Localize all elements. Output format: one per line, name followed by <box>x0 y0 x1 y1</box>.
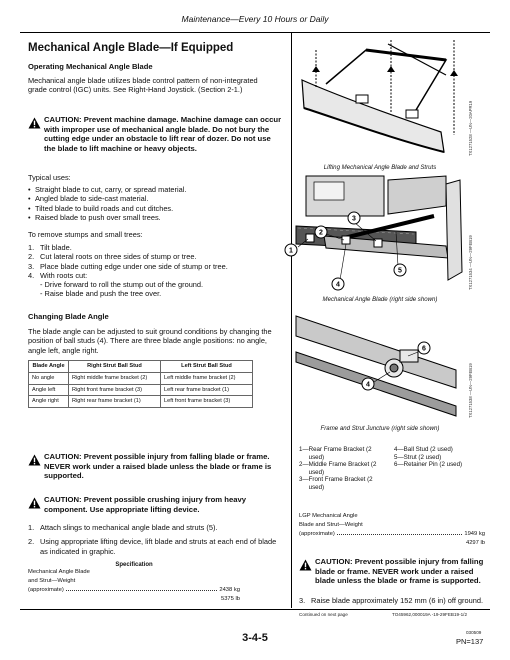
page-number: 3-4-5 <box>242 632 268 644</box>
caution-falling-blade-right <box>299 557 485 586</box>
list-item: • Raised blade to push over small trees. <box>28 213 278 222</box>
stumps-label: To remove stumps and small trees: <box>28 230 143 239</box>
changing-title: Changing Blade Angle <box>28 312 109 321</box>
caution-falling-blade <box>28 452 283 481</box>
table-cell: No angle <box>29 372 69 384</box>
spec-line: Blade and Strut—Weight <box>299 522 363 528</box>
caution-text: CAUTION: Prevent possible injury from falling blade or frame. NEVER work under a raised blade unless the blade or frame is supported. <box>315 557 484 586</box>
spec-line: and Strut—Weight <box>28 578 76 584</box>
stump-steps <box>28 243 278 299</box>
table-row <box>29 372 253 384</box>
figure-lifting-blade <box>296 40 464 162</box>
table-cell: Right front frame bracket (3) <box>69 384 161 396</box>
running-head: Maintenance—Every 10 Hours or Daily <box>181 14 329 24</box>
spec-value-lb: 4297 lb <box>465 540 485 546</box>
legend-item: 6— Retainer Pin (2 used) <box>394 461 463 469</box>
callout-label: 2 <box>319 229 323 237</box>
operating-title: Operating Mechanical Angle Blade <box>28 62 153 71</box>
legend-item: 5— Strut (2 used) <box>394 453 442 461</box>
typical-uses-list <box>28 185 278 222</box>
pn-number: PN=137 <box>456 637 484 646</box>
list-item: 2. Using appropriate lifting device, lift blade and struts at each end of blade as indicated in graphic. <box>28 537 277 556</box>
list-item: • Angled blade to side-cast material. <box>28 194 278 203</box>
warning-icon <box>28 454 41 466</box>
spec-title: Specification <box>115 562 153 568</box>
figure-caption: Frame and Strut Juncture (right side shown) <box>320 425 440 432</box>
legend-left <box>299 446 387 492</box>
callout-label: 4 <box>366 381 370 389</box>
table-header: Left Strut Ball Stud <box>161 361 253 373</box>
sub-step: - Raise blade and push the tree over. <box>40 289 162 299</box>
step-3: 3. Raise blade approximately 152 mm (6 in) off ground. <box>299 596 483 605</box>
figure-code: TX1271528 —UN—20APR19 <box>468 100 473 156</box>
table-row <box>29 396 253 408</box>
spec-block <box>28 562 240 604</box>
callout-label: 1 <box>289 247 293 255</box>
spec-value-lb: 5375 lb <box>220 596 240 602</box>
warning-icon <box>28 497 41 509</box>
table-cell: Angle right <box>29 396 69 408</box>
typical-uses-label: Typical uses: <box>28 173 71 182</box>
lift-steps <box>28 523 283 556</box>
legend-item: 1— Rear Frame Bracket (2 used) <box>299 446 372 461</box>
header-rule <box>20 32 490 33</box>
legend-item: 2— Middle Frame Bracket (2 used) <box>299 461 377 476</box>
doc-reference: TO45962,000019A -19-29FEB19-1/2 <box>392 612 468 617</box>
table-header: Right Strut Ball Stud <box>69 361 161 373</box>
callout-label: 5 <box>398 267 402 275</box>
callout-label: 6 <box>422 345 426 353</box>
ball-stud-table-wrap <box>28 360 253 408</box>
spec-value-row: (approximate) 1949 kg <box>299 531 485 537</box>
table-cell: Angle left <box>29 384 69 396</box>
table-header: Blade Angle <box>29 361 69 373</box>
spec-value-row: (approximate) 2438 kg <box>28 587 240 593</box>
table-row <box>29 384 253 396</box>
caution-crushing <box>28 495 283 514</box>
warning-icon <box>299 559 312 571</box>
table-cell: Right rear frame bracket (1) <box>69 396 161 408</box>
spec-value-kg: 2438 kg <box>219 587 240 593</box>
list-item: • Tilted blade to build roads and cut ditches. <box>28 204 278 213</box>
legend-right <box>394 446 484 469</box>
list-item: 3. Place blade cutting edge under one side of stump or tree. <box>28 261 228 271</box>
column-divider <box>291 33 292 608</box>
list-item: 1. Tilt blade. <box>28 243 72 252</box>
figure-angle-blade-right-side <box>289 176 464 294</box>
callout-label: 4 <box>336 281 340 289</box>
lgp-spec-block <box>299 512 485 548</box>
list-item: • Straight blade to cut, carry, or spread material. <box>28 185 278 194</box>
section-title: Mechanical Angle Blade—If Equipped <box>28 42 234 54</box>
operating-intro: Mechanical angle blade utilizes blade control pattern of non-integrated grade control (IGC) units. See Right-Hand Joystick. (Section 2-1.) <box>28 76 258 95</box>
figure-code: TX1271538 —UN—29FEB19 <box>468 363 473 418</box>
callout-label: 3 <box>352 215 356 223</box>
footer-rule <box>20 609 490 610</box>
legend-item: 3— Front Frame Bracket (2 used) <box>299 476 373 491</box>
spec-value-kg: 1949 kg <box>464 531 485 537</box>
figure-caption: Mechanical Angle Blade (right side shown) <box>322 296 438 303</box>
warning-icon <box>28 117 41 129</box>
ball-stud-table <box>28 360 253 408</box>
continued-note: Continued on next page <box>299 612 348 617</box>
caution-text: CAUTION: Prevent machine damage. Machine damage can occur with improper use of mechanical angle blade. Do not bury the cutting edge under an obstacle to lift rear of dozer. Do not use the blade to lift machine or heavy objects. <box>44 115 282 153</box>
list-item: 1. Attach slings to mechanical angle blade and struts (5). <box>28 523 218 532</box>
list-item: 2. Cut lateral roots on three sides of stump or tree. <box>28 252 197 262</box>
table-cell: Left front frame bracket (3) <box>161 396 253 408</box>
figure-frame-strut-juncture <box>296 306 464 418</box>
legend-item: 4— Ball Stud (2 used) <box>394 446 453 453</box>
caution-text: CAUTION: Prevent possible injury from falling blade or frame. NEVER work under a raised blade unless the blade or frame is supported. <box>44 452 272 481</box>
caution-machine-damage <box>28 115 283 153</box>
list-item: 4. With roots cut: <box>28 270 88 280</box>
table-cell: Left rear frame bracket (1) <box>161 384 253 396</box>
figure-caption: Lifting Mechanical Angle Blade and Struts <box>323 164 437 171</box>
table-cell: Right middle frame bracket (2) <box>69 372 161 384</box>
sub-step: - Drive forward to roll the stump out of the ground. <box>40 280 204 290</box>
table-cell: Left middle frame bracket (2) <box>161 372 253 384</box>
caution-text: CAUTION: Prevent possible crushing injury from heavy component. Use appropriate lifting device. <box>44 495 247 514</box>
spec-line: LGP Mechanical Angle <box>299 513 358 519</box>
spec-line: Mechanical Angle Blade <box>28 569 90 575</box>
figure-code: TX1271534 —UN—29FEB19 <box>468 235 473 290</box>
footer-code: 030509 <box>466 630 482 635</box>
changing-intro: The blade angle can be adjusted to suit ground conditions by changing the position of ball studs (4). There are three blade angle positions: no angle, angle left, angle right. <box>28 327 272 355</box>
